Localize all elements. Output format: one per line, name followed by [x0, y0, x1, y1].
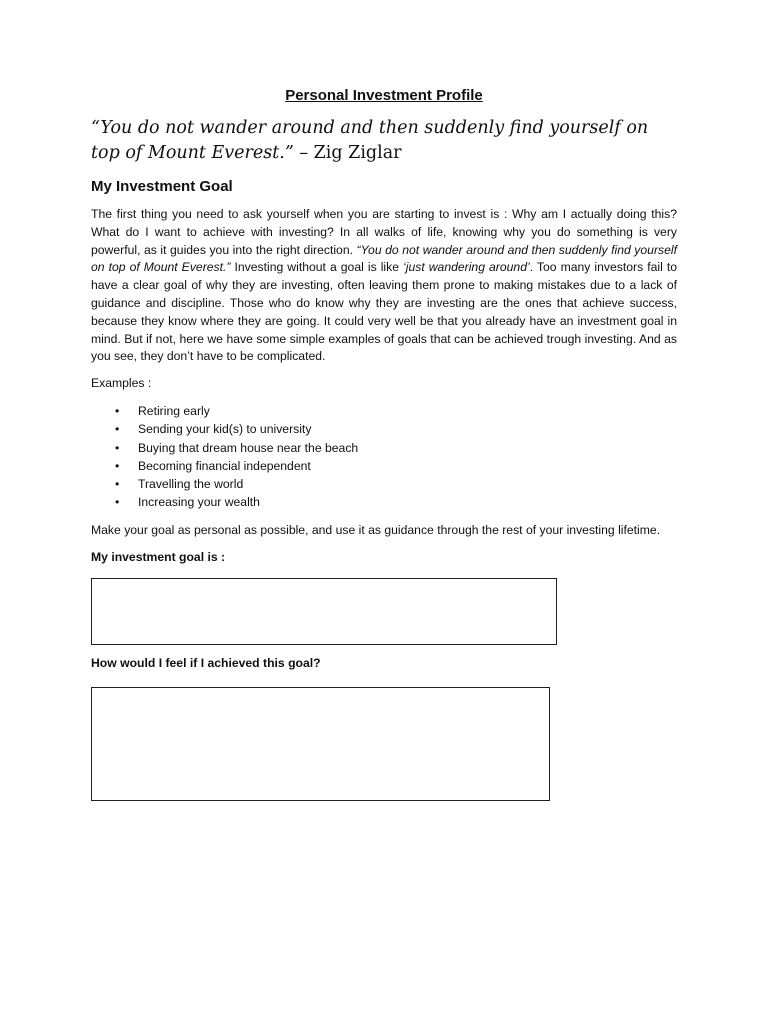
opening-quote: [91, 116, 677, 166]
example-text: Sending your kid(s) to university: [138, 422, 312, 437]
list-item: [91, 402, 677, 420]
examples-label: Examples :: [91, 376, 152, 391]
example-text: Travelling the world: [138, 477, 244, 492]
section-heading: My Investment Goal: [91, 178, 233, 195]
intro-emphasis: ‘just wandering around’: [403, 260, 530, 275]
goal-input-box[interactable]: [91, 578, 557, 645]
document-page: [91, 86, 677, 801]
bullet-icon: •: [115, 403, 120, 418]
quote-text: “You do not wander around and then suddenly find yourself on top of Mount Everest.”: [91, 118, 649, 163]
example-text: Increasing your wealth: [138, 495, 260, 510]
example-text: Retiring early: [138, 403, 210, 418]
closing-paragraph: Make your goal as personal as possible, and use it as guidance through the rest of your investing lifetime.: [91, 522, 661, 537]
list-item: [91, 439, 677, 457]
quote-attribution: – Zig Ziglar: [293, 143, 402, 163]
list-item: [91, 493, 677, 511]
intro-paragraph: [91, 206, 677, 366]
intro-text-3: . Too many investors fail to have a clear goal of why they are investing, often leaving them prone to making mistakes due to a lack of guidance and discipline. Those who do know why they are investing are the ones that achieve success, because they know where they are going. It could very well be that you already have an investment goal in mind. But if not, here we have some simple examples of goals that can be achieved trough investing. And as you see, they don’t have to be complicated.: [91, 260, 678, 364]
list-item: [91, 457, 677, 475]
feel-label: How would I feel if I achieved this goal?: [91, 656, 321, 671]
intro-text-1: The first thing you need to ask yourself when you are starting to invest is : Why am I actually doing this? What do I want to achieve with investing? In all walks of life, knowing why you do something is very powerful, as it guides you into the right direction.: [91, 207, 677, 257]
bullet-icon: •: [115, 440, 120, 455]
bullet-icon: •: [115, 458, 120, 473]
bullet-icon: •: [115, 477, 120, 492]
document-title: Personal Investment Profile: [285, 87, 483, 104]
examples-list: [91, 402, 677, 512]
bullet-icon: •: [115, 422, 120, 437]
feel-input-box[interactable]: [91, 687, 550, 801]
example-text: Becoming financial independent: [138, 458, 311, 473]
intro-quote: “You do not wander around and then suddenly find yourself on top of Mount Everest.”: [91, 242, 677, 275]
goal-label: My investment goal is :: [91, 549, 226, 564]
intro-text-2: Investing without a goal is like: [230, 260, 404, 275]
list-item: [91, 420, 677, 438]
list-item: [91, 475, 677, 493]
bullet-icon: •: [115, 495, 120, 510]
example-text: Buying that dream house near the beach: [138, 440, 359, 455]
